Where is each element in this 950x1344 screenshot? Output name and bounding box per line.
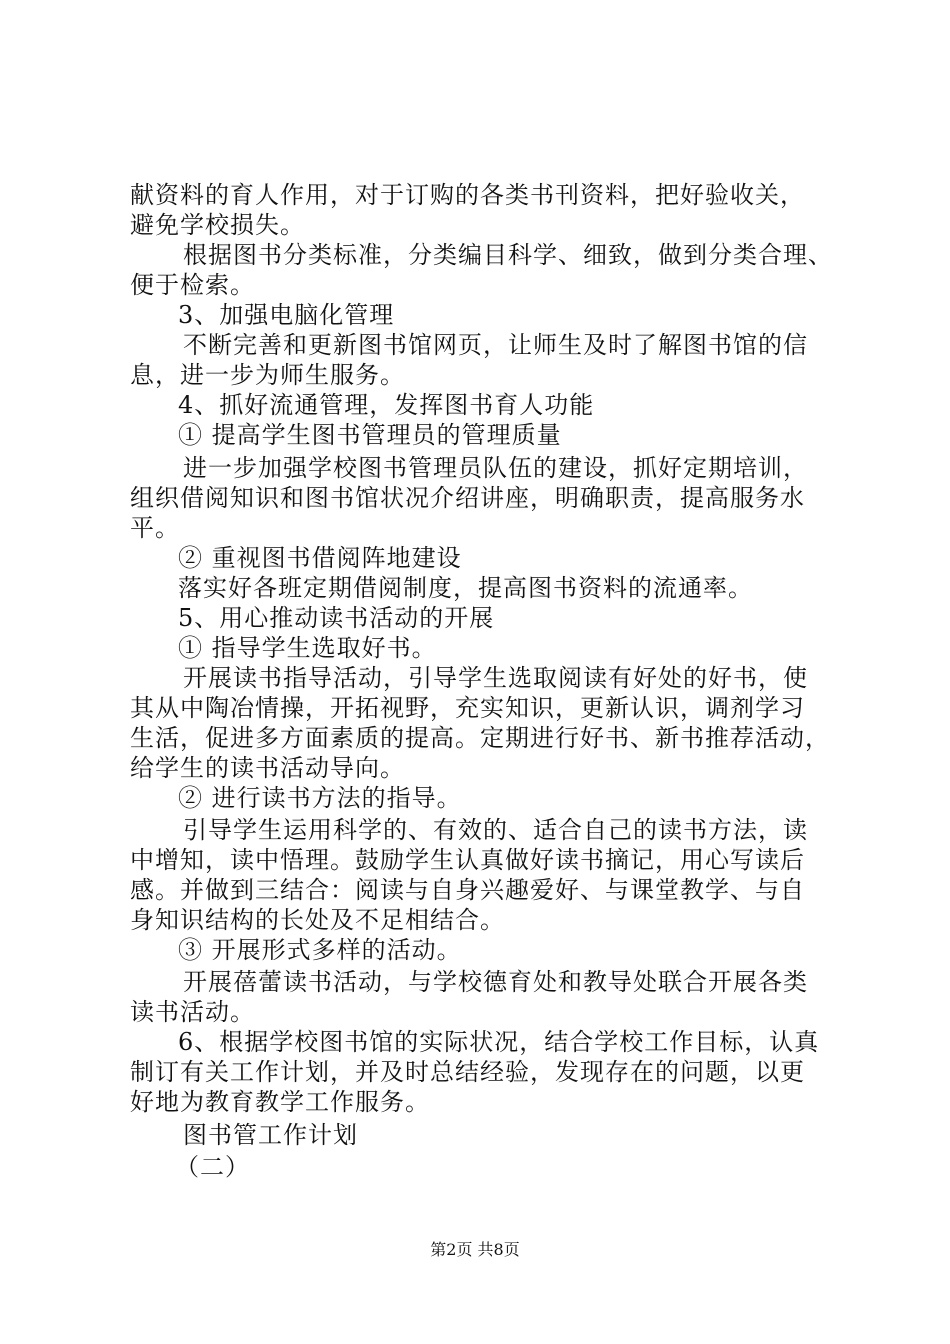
section-heading: 3、加强电脑化管理	[178, 301, 395, 329]
plan-title: 图书管工作计划	[183, 1121, 358, 1149]
text-line: 感。并做到三结合：阅读与自身兴趣爱好、与课堂教学、与自	[130, 876, 805, 904]
text-line: 引导学生运用科学的、有效的、适合自己的读书方法，读	[183, 816, 808, 844]
text-line: 给学生的读书活动导向。	[130, 754, 405, 782]
page-number-footer: 第2页 共8页	[430, 1240, 520, 1259]
text-line: 制订有关工作计划，并及时总结经验，发现存在的问题，以更	[130, 1058, 805, 1086]
text-line: 开展读书指导活动，引导学生选取阅读有好处的好书，使	[183, 664, 808, 692]
text-line: 平。	[130, 514, 180, 542]
text-line: 中增知，读中悟理。鼓励学生认真做好读书摘记，用心写读后	[130, 846, 805, 874]
text-line: 好地为教育教学工作服务。	[130, 1088, 430, 1116]
subsection-heading: ② 进行读书方法的指导。	[178, 784, 462, 812]
text-line: 献资料的育人作用，对于订购的各类书刊资料，把好验收关，	[130, 181, 805, 209]
text-line: 读书活动。	[130, 998, 255, 1026]
text-line: 根据图书分类标准，分类编目科学、细致，做到分类合理、	[183, 241, 833, 269]
text-line: 不断完善和更新图书馆网页，让师生及时了解图书馆的信	[183, 331, 808, 359]
section-heading: 5、用心推动读书活动的开展	[178, 604, 495, 632]
section-heading: 4、抓好流通管理，发挥图书育人功能	[178, 391, 595, 419]
text-line: 组织借阅知识和图书馆状况介绍讲座，明确职责，提高服务水	[130, 484, 805, 512]
text-line: 其从中陶冶情操，开拓视野，充实知识，更新认识，调剂学习	[130, 694, 805, 722]
plan-subtitle: （二）	[175, 1153, 250, 1181]
text-line: 身知识结构的长处及不足相结合。	[130, 906, 505, 934]
subsection-heading: ② 重视图书借阅阵地建设	[178, 544, 462, 572]
text-line: 开展蓓蕾读书活动，与学校德育处和教导处联合开展各类	[183, 968, 808, 996]
subsection-heading: ① 指导学生选取好书。	[178, 634, 437, 662]
text-line: 进一步加强学校图书管理员队伍的建设，抓好定期培训，	[183, 454, 808, 482]
subsection-heading: ③ 开展形式多样的活动。	[178, 936, 462, 964]
text-line: 息，进一步为师生服务。	[130, 361, 405, 389]
text-line: 便于检索。	[130, 271, 255, 299]
text-line: 避免学校损失。	[130, 211, 305, 239]
subsection-heading: ① 提高学生图书管理员的管理质量	[178, 421, 562, 449]
text-line: 落实好各班定期借阅制度，提高图书资料的流通率。	[178, 574, 753, 602]
text-line: 生活，促进多方面素质的提高。定期进行好书、新书推荐活动，	[130, 724, 830, 752]
text-line: 6、根据学校图书馆的实际状况，结合学校工作目标，认真	[178, 1028, 820, 1056]
